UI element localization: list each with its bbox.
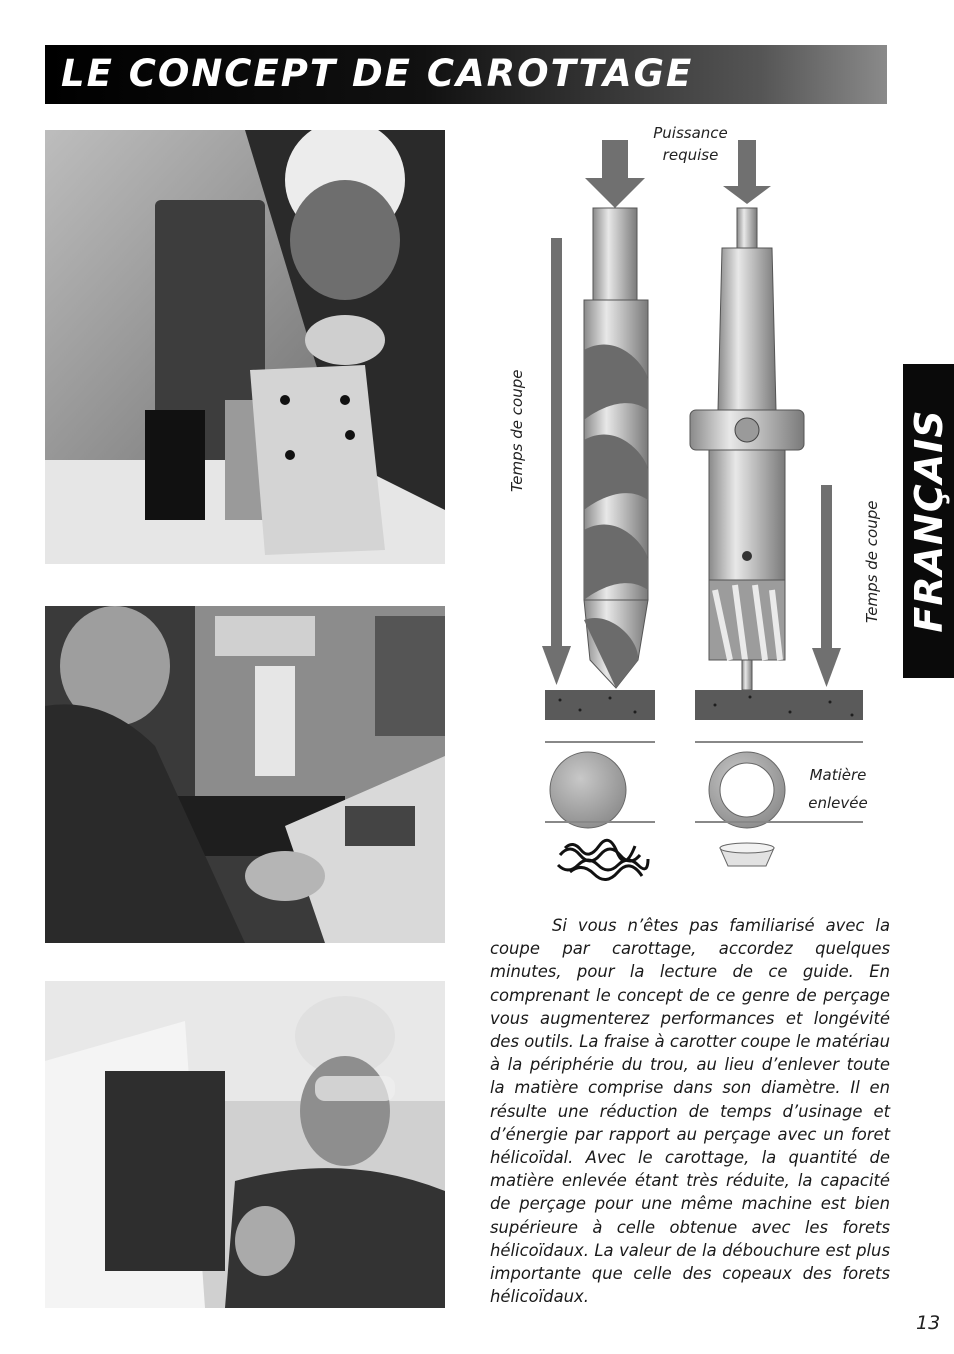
page-number: 13 (916, 1312, 941, 1334)
power-label-line1: Puissance (653, 124, 728, 142)
removed-label-line2: enlevée (808, 794, 868, 812)
cut-time-arrow-left (542, 238, 571, 685)
power-required-label (638, 122, 743, 166)
body-paragraph: Si vous n’êtes pas familiarisé avec la coupe par carottage, accordez quelques minutes, pour la lecture de ce guide. En comprenant le concept de ce genre de perçage vous augmenterez performances et longévité des outils. La fraise à carotter coupe le matériau à la périphérie du trou, au lieu d’enlever toute la matière comprise dans son diamètre. Il en résulte une réduction de temps d’usinage et d’énergie par rapport au perçage avec un foret hélicoïdal. Avec le carottage, la quantité de matière enlevée étant très réduite, la capacité de perçage pour une même machine est bien supérieure à celle obtenue avec les forets hélicoïdaux. La valeur de la débouchure est plus importante que celle des copeaux des forets hélicoïdaux. (490, 916, 890, 1307)
photo-cnc-machine-operator (45, 606, 445, 943)
cut-time-label-left: Temps de coupe (508, 369, 526, 492)
title-bar (45, 45, 887, 104)
chips-icon (558, 840, 648, 879)
power-arrow-left (585, 140, 645, 208)
twist-drill-icon (584, 208, 648, 688)
core-drilling-diagram (480, 120, 900, 890)
photo-magnetic-drill-operator (45, 130, 445, 564)
power-label-line2: requise (662, 146, 719, 164)
cut-time-label-right: Temps de coupe (863, 500, 881, 623)
cut-time-arrow-right (812, 485, 841, 687)
language-tab-label: FRANÇAIS (906, 409, 951, 633)
photo-worker-with-drill (45, 981, 445, 1308)
annular-cutter-icon (690, 208, 804, 690)
slug-icon (720, 843, 774, 866)
page-title: LE CONCEPT DE CAROTTAGE (61, 52, 694, 95)
removed-label-line1: Matière (809, 766, 867, 784)
solid-disk-icon (550, 752, 626, 828)
language-tab (903, 364, 954, 678)
removed-material-label (798, 761, 878, 817)
material-plate-left (545, 690, 655, 720)
material-plate-right (695, 690, 863, 720)
